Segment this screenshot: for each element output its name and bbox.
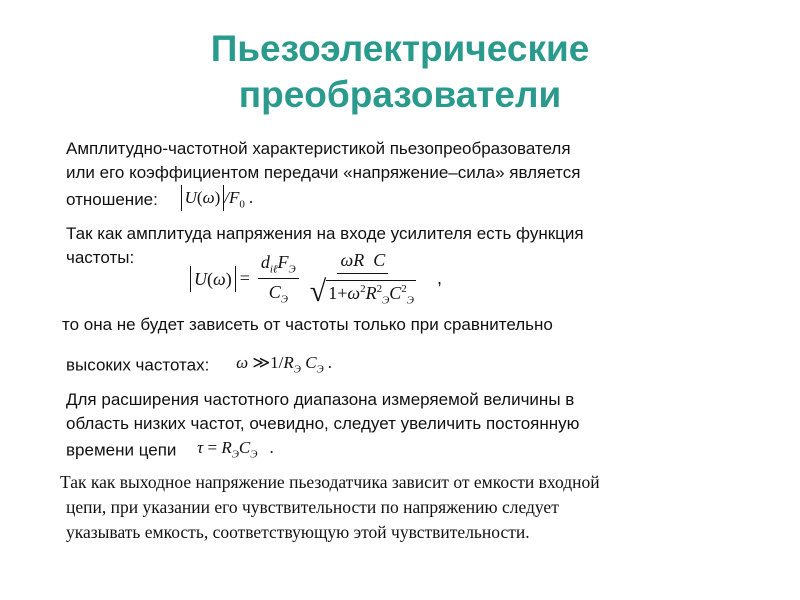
paragraph-high-frequencies [66, 351, 332, 381]
paragraph-line: отношение: [66, 190, 158, 210]
paragraph-line: Так как выходное напряжение пьезодатчика зависит от емкости входной [60, 472, 600, 492]
paragraph-frequency-independence [62, 313, 553, 337]
formula-transfer-ratio: U(ω) $/F_0$ . [181, 185, 254, 216]
paragraph-line: то она не будет зависеть от частоты только при сравнительно [62, 315, 553, 334]
formula-time-constant: $\tau = R_ЭC_Э$ . [197, 438, 274, 461]
paragraph-line: Для расширения частотного диапазона измеряемой величины в [66, 390, 575, 409]
paragraph-line: Так как амплитуда напряжения на входе усилителя есть функция [66, 224, 584, 243]
formula-end-mark: . [327, 353, 332, 372]
paragraph-transfer-ratio [66, 137, 580, 216]
title-line-1: Пьезоэлектрические [210, 28, 590, 69]
paragraph-line: Амплитудно-частотной характеристикой пьезопреобразователя [66, 139, 571, 158]
paragraph-sensitivity-note [60, 470, 600, 545]
formula-end-mark: , [436, 268, 442, 288]
title-line-2: преобразователи [238, 74, 562, 115]
formula-voltage-amplitude: U(ω) = $\frac{d_{i\ell}F_Э}{C_Э}$ ωR C √ $1+\omega^2R^2_ЭC^2_Э$ , [190, 250, 442, 307]
paragraph-line: высоких частотах: [66, 355, 210, 375]
paragraph-line: указывать емкость, соответствующую этой чувствительности. [66, 522, 530, 542]
formula-end-mark: . [248, 188, 254, 207]
formula-high-frequency-condition: ω $≫1/R_Э$ $C_Э$ . [236, 353, 332, 376]
slide-title [0, 26, 800, 118]
paragraph-line: времени цепи [66, 440, 177, 460]
paragraph-line: или его коэффициентом передачи «напряжение–сила» является [66, 163, 581, 182]
paragraph-line: цепи, при указании его чувствительности по напряжению следует [66, 497, 559, 517]
formula-end-mark: . [269, 438, 274, 457]
paragraph-line: область низких частот, очевидно, следует увеличить постоянную [66, 414, 580, 433]
paragraph-line: частоты: [66, 248, 135, 267]
paragraph-low-frequency-range [66, 388, 579, 466]
